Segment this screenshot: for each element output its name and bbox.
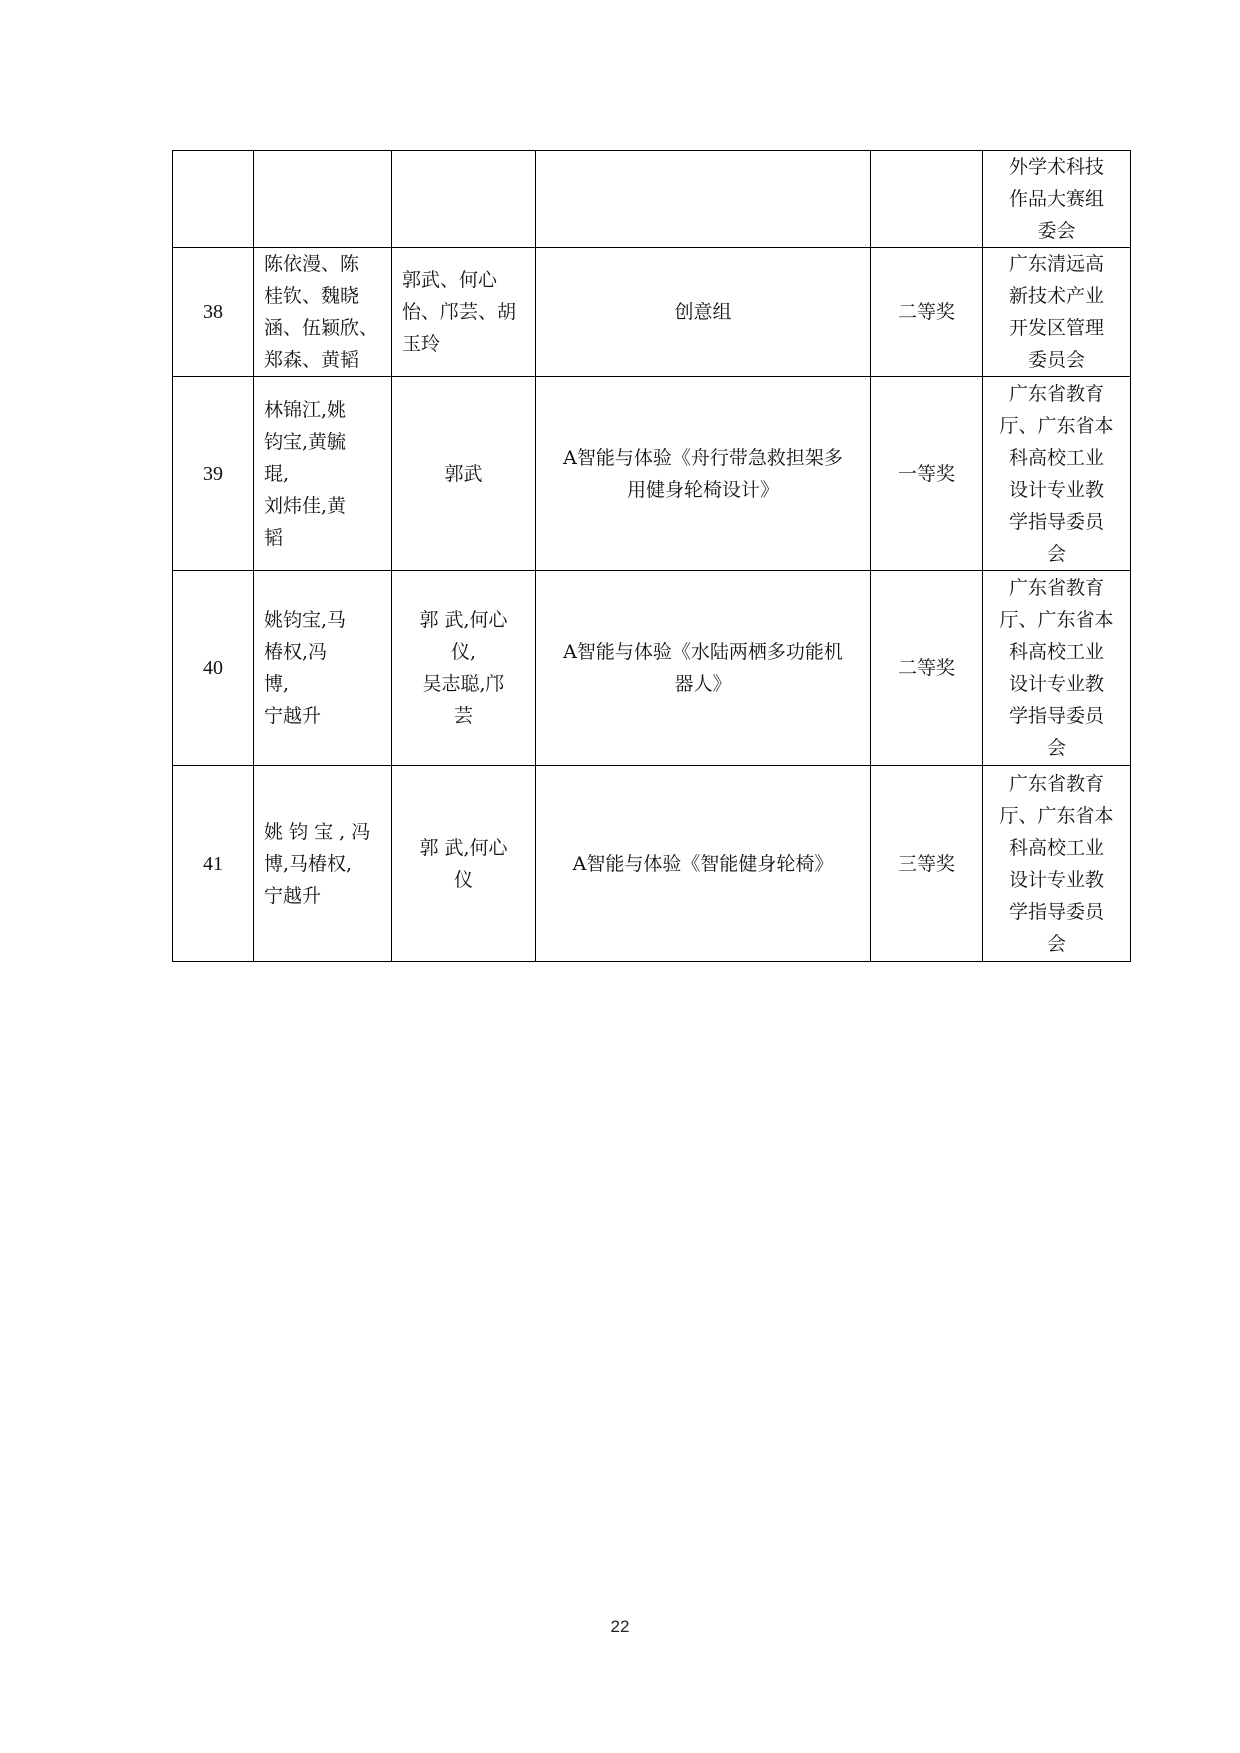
organizer-cell <box>983 248 1131 377</box>
advisor-line: 郭武、何心 <box>402 269 498 291</box>
student-line: 宁越升 <box>264 705 322 727</box>
project-cell <box>536 766 871 962</box>
project-line: 用健身轮椅设计》 <box>626 478 779 501</box>
award-cell <box>871 151 983 248</box>
advisor-line: 仪, <box>450 641 477 663</box>
organizer-line: 厅、广东省本 <box>999 609 1114 631</box>
project-cell <box>536 248 871 377</box>
advisor-line: 郭武 <box>444 462 483 485</box>
organizer-line: 广东省教育 <box>1008 772 1104 795</box>
student-line: 宁越升 <box>264 884 322 907</box>
advisors-cell <box>392 248 536 377</box>
table-row <box>173 571 1131 766</box>
student-line: 郑森、黄韬 <box>264 349 360 371</box>
student-line: 椿权,冯 <box>264 641 328 663</box>
organizer-line: 设计专业教 <box>1008 868 1104 891</box>
organizer-line: 厅、广东省本 <box>999 804 1114 827</box>
advisor-line: 仪 <box>453 868 473 891</box>
organizer-line: 委员会 <box>1027 349 1085 371</box>
organizer-cell <box>983 766 1131 962</box>
project-cell <box>536 571 871 766</box>
organizer-cell <box>983 571 1131 766</box>
student-line: 陈依漫、陈 <box>264 253 360 275</box>
students-cell <box>254 377 392 571</box>
advisors-cell <box>392 571 536 766</box>
student-line: 琨, <box>264 462 290 485</box>
advisor-line: 郭 武,何心 <box>419 836 508 859</box>
student-line: 林锦江,姚 <box>264 398 347 421</box>
advisor-line: 芸 <box>453 705 473 727</box>
advisors-cell <box>392 766 536 962</box>
project-line: A智能与体验《舟行带急救担架多 <box>563 446 843 469</box>
row-number: 40 <box>173 571 254 766</box>
organizer-line: 委会 <box>1037 220 1076 242</box>
organizer-line: 广东省教育 <box>1008 577 1104 599</box>
row-number: 38 <box>173 248 254 377</box>
advisor-line: 吴志聪,邝 <box>422 673 505 695</box>
row-number: 39 <box>173 377 254 571</box>
project-line: A智能与体验《水陆两栖多功能机 <box>563 641 843 663</box>
students-cell <box>254 248 392 377</box>
row-number: 41 <box>173 766 254 962</box>
student-line: 刘炜佳,黄 <box>264 494 347 517</box>
organizer-cell <box>983 377 1131 571</box>
organizer-line: 开发区管理 <box>1008 317 1104 339</box>
award-cell: 二等奖 <box>871 571 983 766</box>
organizer-line: 广东清远高 <box>1008 253 1104 275</box>
advisors-cell <box>392 377 536 571</box>
advisor-line: 郭 武,何心 <box>419 609 508 631</box>
organizer-line: 会 <box>1046 932 1066 955</box>
organizer-line: 新技术产业 <box>1008 285 1104 307</box>
project-cell <box>536 151 871 248</box>
project-line: 器人》 <box>674 673 732 695</box>
student-line: 博,马椿权, <box>264 852 353 875</box>
organizer-line: 作品大赛组 <box>1008 188 1104 210</box>
students-cell <box>254 571 392 766</box>
student-line: 桂钦、魏晓 <box>264 285 360 307</box>
organizer-line: 厅、广东省本 <box>999 414 1114 437</box>
students-cell <box>254 151 392 248</box>
table-row <box>173 377 1131 571</box>
student-line: 钧宝,黄毓 <box>264 430 347 453</box>
organizer-line: 外学术科技 <box>1008 156 1104 178</box>
organizer-line: 广东省教育 <box>1008 382 1104 405</box>
project-cell <box>536 377 871 571</box>
organizer-cell <box>983 151 1131 248</box>
project-line: 创意组 <box>674 301 732 323</box>
student-line: 姚钧宝,马 <box>264 609 347 631</box>
organizer-line: 会 <box>1046 542 1066 565</box>
project-line: A智能与体验《智能健身轮椅》 <box>572 852 834 875</box>
advisor-line: 玉玲 <box>402 333 441 355</box>
organizer-line: 学指导委员 <box>1008 510 1104 533</box>
award-cell: 一等奖 <box>871 377 983 571</box>
organizer-line: 科高校工业 <box>1008 446 1104 469</box>
student-line: 涵、伍颖欣、 <box>264 317 379 339</box>
students-cell <box>254 766 392 962</box>
organizer-line: 设计专业教 <box>1008 478 1104 501</box>
student-line: 博, <box>264 673 290 695</box>
organizer-line: 会 <box>1046 737 1066 759</box>
row-number <box>173 151 254 248</box>
organizer-line: 科高校工业 <box>1008 836 1104 859</box>
student-line: 姚 钧 宝 , 冯 <box>264 820 371 843</box>
award-cell: 二等奖 <box>871 248 983 377</box>
award-cell: 三等奖 <box>871 766 983 962</box>
table-row <box>173 248 1131 377</box>
page-number: 22 <box>610 1617 630 1636</box>
advisor-line: 怡、邝芸、胡 <box>402 301 517 323</box>
student-line: 韬 <box>264 526 284 549</box>
organizer-line: 科高校工业 <box>1008 641 1104 663</box>
table-row <box>173 151 1131 248</box>
table-row <box>173 766 1131 962</box>
organizer-line: 学指导委员 <box>1008 900 1104 923</box>
advisors-cell <box>392 151 536 248</box>
organizer-line: 设计专业教 <box>1008 673 1104 695</box>
awards-table <box>172 150 1131 962</box>
organizer-line: 学指导委员 <box>1008 705 1104 727</box>
